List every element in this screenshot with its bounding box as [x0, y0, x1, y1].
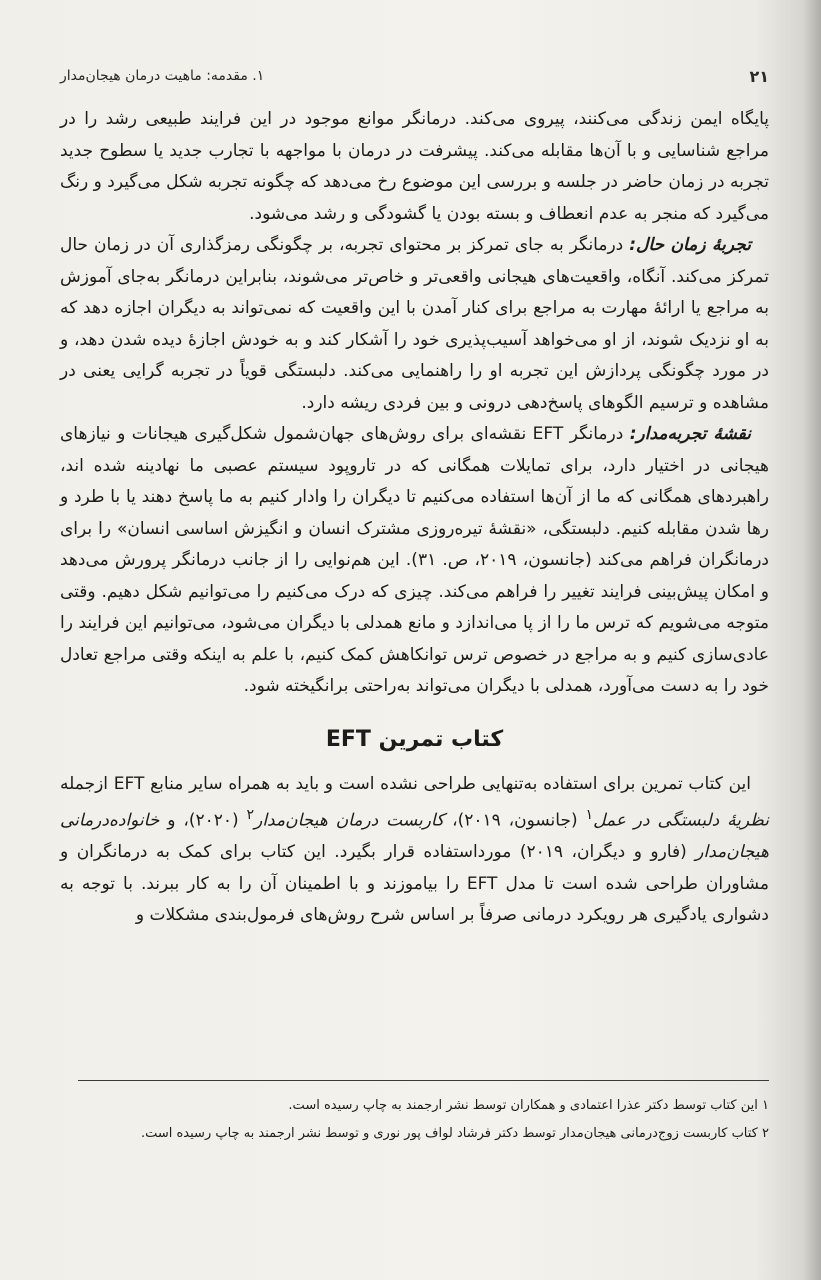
paragraph-present-experience	[60, 230, 769, 419]
footnote-2: ۲ کتاب کاربست زوج‌درمانی هیجان‌مدار توسط دکتر فرشاد لواف پور نوری و توسط نشر ارجمند به چاپ رسیده است.	[140, 1126, 769, 1141]
book-title-attachment-theory: نظریهٔ دلبستگی در عمل	[593, 810, 769, 831]
workbook-text-2: (جانسون، ۲۰۱۹)،	[444, 810, 586, 831]
running-header	[60, 64, 769, 88]
book-title-eft-family: خانواده‌درمانی هیجان‌مدار	[60, 810, 769, 863]
footnote-ref-1: ۱	[585, 807, 594, 823]
chapter-title: ۱. مقدمه: ماهیت درمان هیجان‌مدار	[60, 68, 265, 84]
book-title-eft-practice: کاربست درمان هیجان‌مدار	[254, 810, 445, 831]
footnote-divider	[78, 1080, 769, 1081]
workbook-text-1: این کتاب تمرین برای استفاده به‌تنهایی طراحی نشده است و باید به همراه سایر منابع EFT ازجمله	[60, 773, 751, 794]
paragraph-3-text: درمانگر EFT نقشه‌ای برای روش‌های جهان‌شمول شکل‌گیری هیجانات و نیازهای هیجانی در اختیار دارد، برای تمایلات همگانی که در تاروپود سیستم عصبی ما نهادینه شده اند، راهبردهای همگانی که ما از آن‌ها استفاده می‌کنیم تا دیگران را وادار کنیم به ما پاسخ دهند یا با طرد و رها شدن مقابله کنیم. دلبستگی، «نقشهٔ تیره‌روزی مشترک انسان و انگیزش اساسی انسان» را برای درمانگران فراهم می‌کند (جانسون، ۲۰۱۹، ص. ۳۱). این هم‌نوایی را از جانب درمانگر پرورش می‌دهد و امکان پیش‌بینی فرایند تغییر را فراهم می‌کند. چیزی که درک می‌کنیم را می‌توانیم شکل دهیم. وقتی متوجه می‌شویم که ترس ما را از پا می‌اندازد و مانع همدلی با دیگران می‌شود، می‌توانیم این فرایند را عادی‌سازی کنیم و به مراجع در خصوص ترس توانکاهش کمک کنیم، با علم به اینکه وقتی مراجع تعادل خود را به دست می‌آورد، همدلی با دیگران می‌تواند به‌راحتی برانگیخته شود.	[60, 424, 769, 696]
workbook-text-4: (فارو و دیگران، ۲۰۱۹) مورداستفاده قرار بگیرد. این کتاب برای کمک به درمانگران و مشاوران طراحی شده است تا مدل EFT را بیاموزند و با اطمینان آن را به کار ببرند. با توجه به دشواری یادگیری هر رویکرد درمانی صرفاً بر اساس شرح روش‌های فرمول‌بندی مشکلات و	[60, 842, 769, 926]
term-present-experience: تجربهٔ زمان حال:	[629, 235, 751, 255]
term-experiential-map: نقشهٔ تجربه‌مدار:	[629, 424, 751, 444]
footnote-1: ۱ این کتاب توسط دکتر عذرا اعتمادی و همکاران توسط نشر ارجمند به چاپ رسیده است.	[288, 1098, 769, 1113]
workbook-text-3: (۲۰۲۰)، و	[159, 810, 247, 831]
paragraph-experiential-map	[60, 419, 769, 703]
paragraph-workbook	[60, 769, 769, 932]
book-spine-shadow	[803, 0, 821, 1280]
section-heading: کتاب تمرین EFT	[325, 726, 504, 752]
paragraph-2-text: درمانگر به جای تمرکز بر محتوای تجربه، بر چگونگی رمزگذاری آن در زمان حال تمرکز می‌کند. آنگاه، واقعیت‌های هیجانی واقعی‌تر و خاص‌تر می‌شوند، بنابراین درمانگر به‌جای آموزش به مراجع یا ارائهٔ مهارت به مراجع برای کنار آمدن با این واقعیت که نمی‌تواند به دیگران اجازه دهد که به او نزدیک شوند، از او می‌خواهد آسیب‌پذیری خود را آشکار کند و به خودش اجازهٔ دیده شدن دهد، و در مورد چگونگی پردازش این تجربه او را راهنمایی می‌کند. دلبستگی قویاً در تجربه گرایی یعنی در مشاهده و ترسیم الگوهای پاسخ‌دهی درونی و بین فردی ریشه دارد.	[60, 235, 769, 413]
footnotes	[60, 1092, 769, 1148]
page-number: ۲۱	[749, 66, 769, 86]
body-text	[60, 104, 769, 932]
paragraph-1: پایگاه ایمن زندگی می‌کنند، پیروی می‌کند. درمانگر موانع موجود در این فرایند طبیعی رشد را در مراجع شناسایی و با آن‌ها مقابله می‌کند. پیشرفت در درمان با مواجهه با تجارب جدید یا سطوح جدید تجربه در زمان حاضر در جلسه و بررسی این موضوع رخ می‌دهد که چگونه تجربه شکل می‌گیرد و رنگ می‌گیرد که منجر به عدم انعطاف و بسته بودن یا گشودگی و رشد می‌شود.	[60, 109, 769, 224]
footnote-ref-2: ۲	[246, 807, 255, 823]
